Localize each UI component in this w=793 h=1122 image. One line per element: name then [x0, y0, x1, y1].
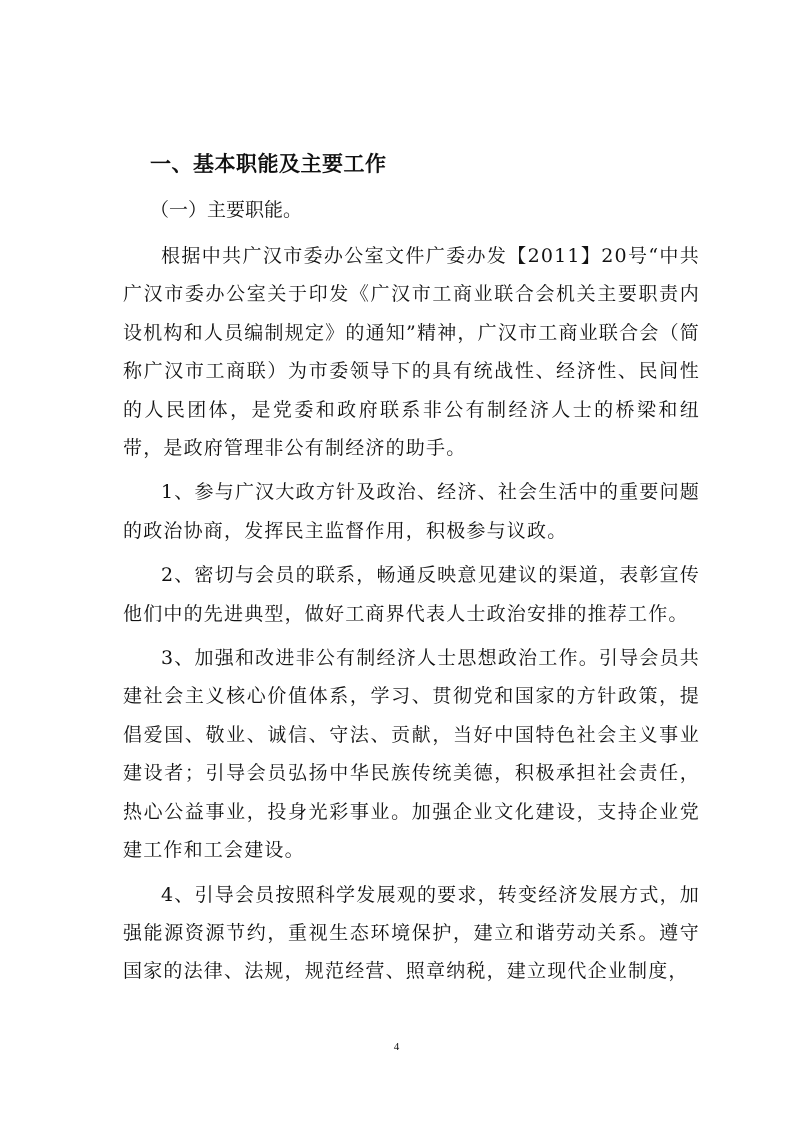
paragraph-item-1: 1、参与广汉大政方针及政治、经济、社会生活中的重要问题的政治协商，发挥民主监督作用，积极参与议政。 — [123, 481, 700, 542]
page-number: 4 — [393, 1041, 400, 1053]
paragraph-item-3: 3、加强和改进非公有制经济人士思想政治工作。引导会员共建社会主义核心价值体系，学习、贯彻党和国家的方针政策，提倡爱国、敬业、诚信、守法、贡献，当好中国特色社会主义事业建设者；引导会员弘扬中华民族传统美德，积极承担社会责任，热心公益事业，投身光彩事业。加强企业文化建设，支持企业党建工作和工会建设。 — [123, 647, 700, 862]
paragraph-item-4: 4、引导会员按照科学发展观的要求，转变经济发展方式，加强能源资源节约，重视生态环境保护，建立和谐劳动关系。遵守国家的法律、法规，规范经营、照章纳税，建立现代企业制度， — [123, 883, 700, 983]
paragraph-item-2: 2、密切与会员的联系，畅通反映意见建议的渠道，表彰宣传他们中的先进典型，做好工商界代表人士政治安排的推荐工作。 — [123, 564, 700, 625]
page-content — [123, 150, 700, 997]
section-heading: 一、基本职能及主要工作 — [150, 152, 387, 176]
subsection-heading: （一）主要职能。 — [150, 199, 303, 221]
paragraph-intro: 根据中共广汉市委办公室文件广委办发【2011】20号“中共广汉市委办公室关于印发《广汉市工商业联合会机关主要职责内设机构和人员编制规定》的通知”精神，广汉市工商业联合会（简称广汉市工商联）为市委领导下的具有统战性、经济性、民间性的人民团体，是党委和政府联系非公有制经济人士的桥梁和纽带，是政府管理非公有制经济的助手。 — [123, 245, 700, 460]
